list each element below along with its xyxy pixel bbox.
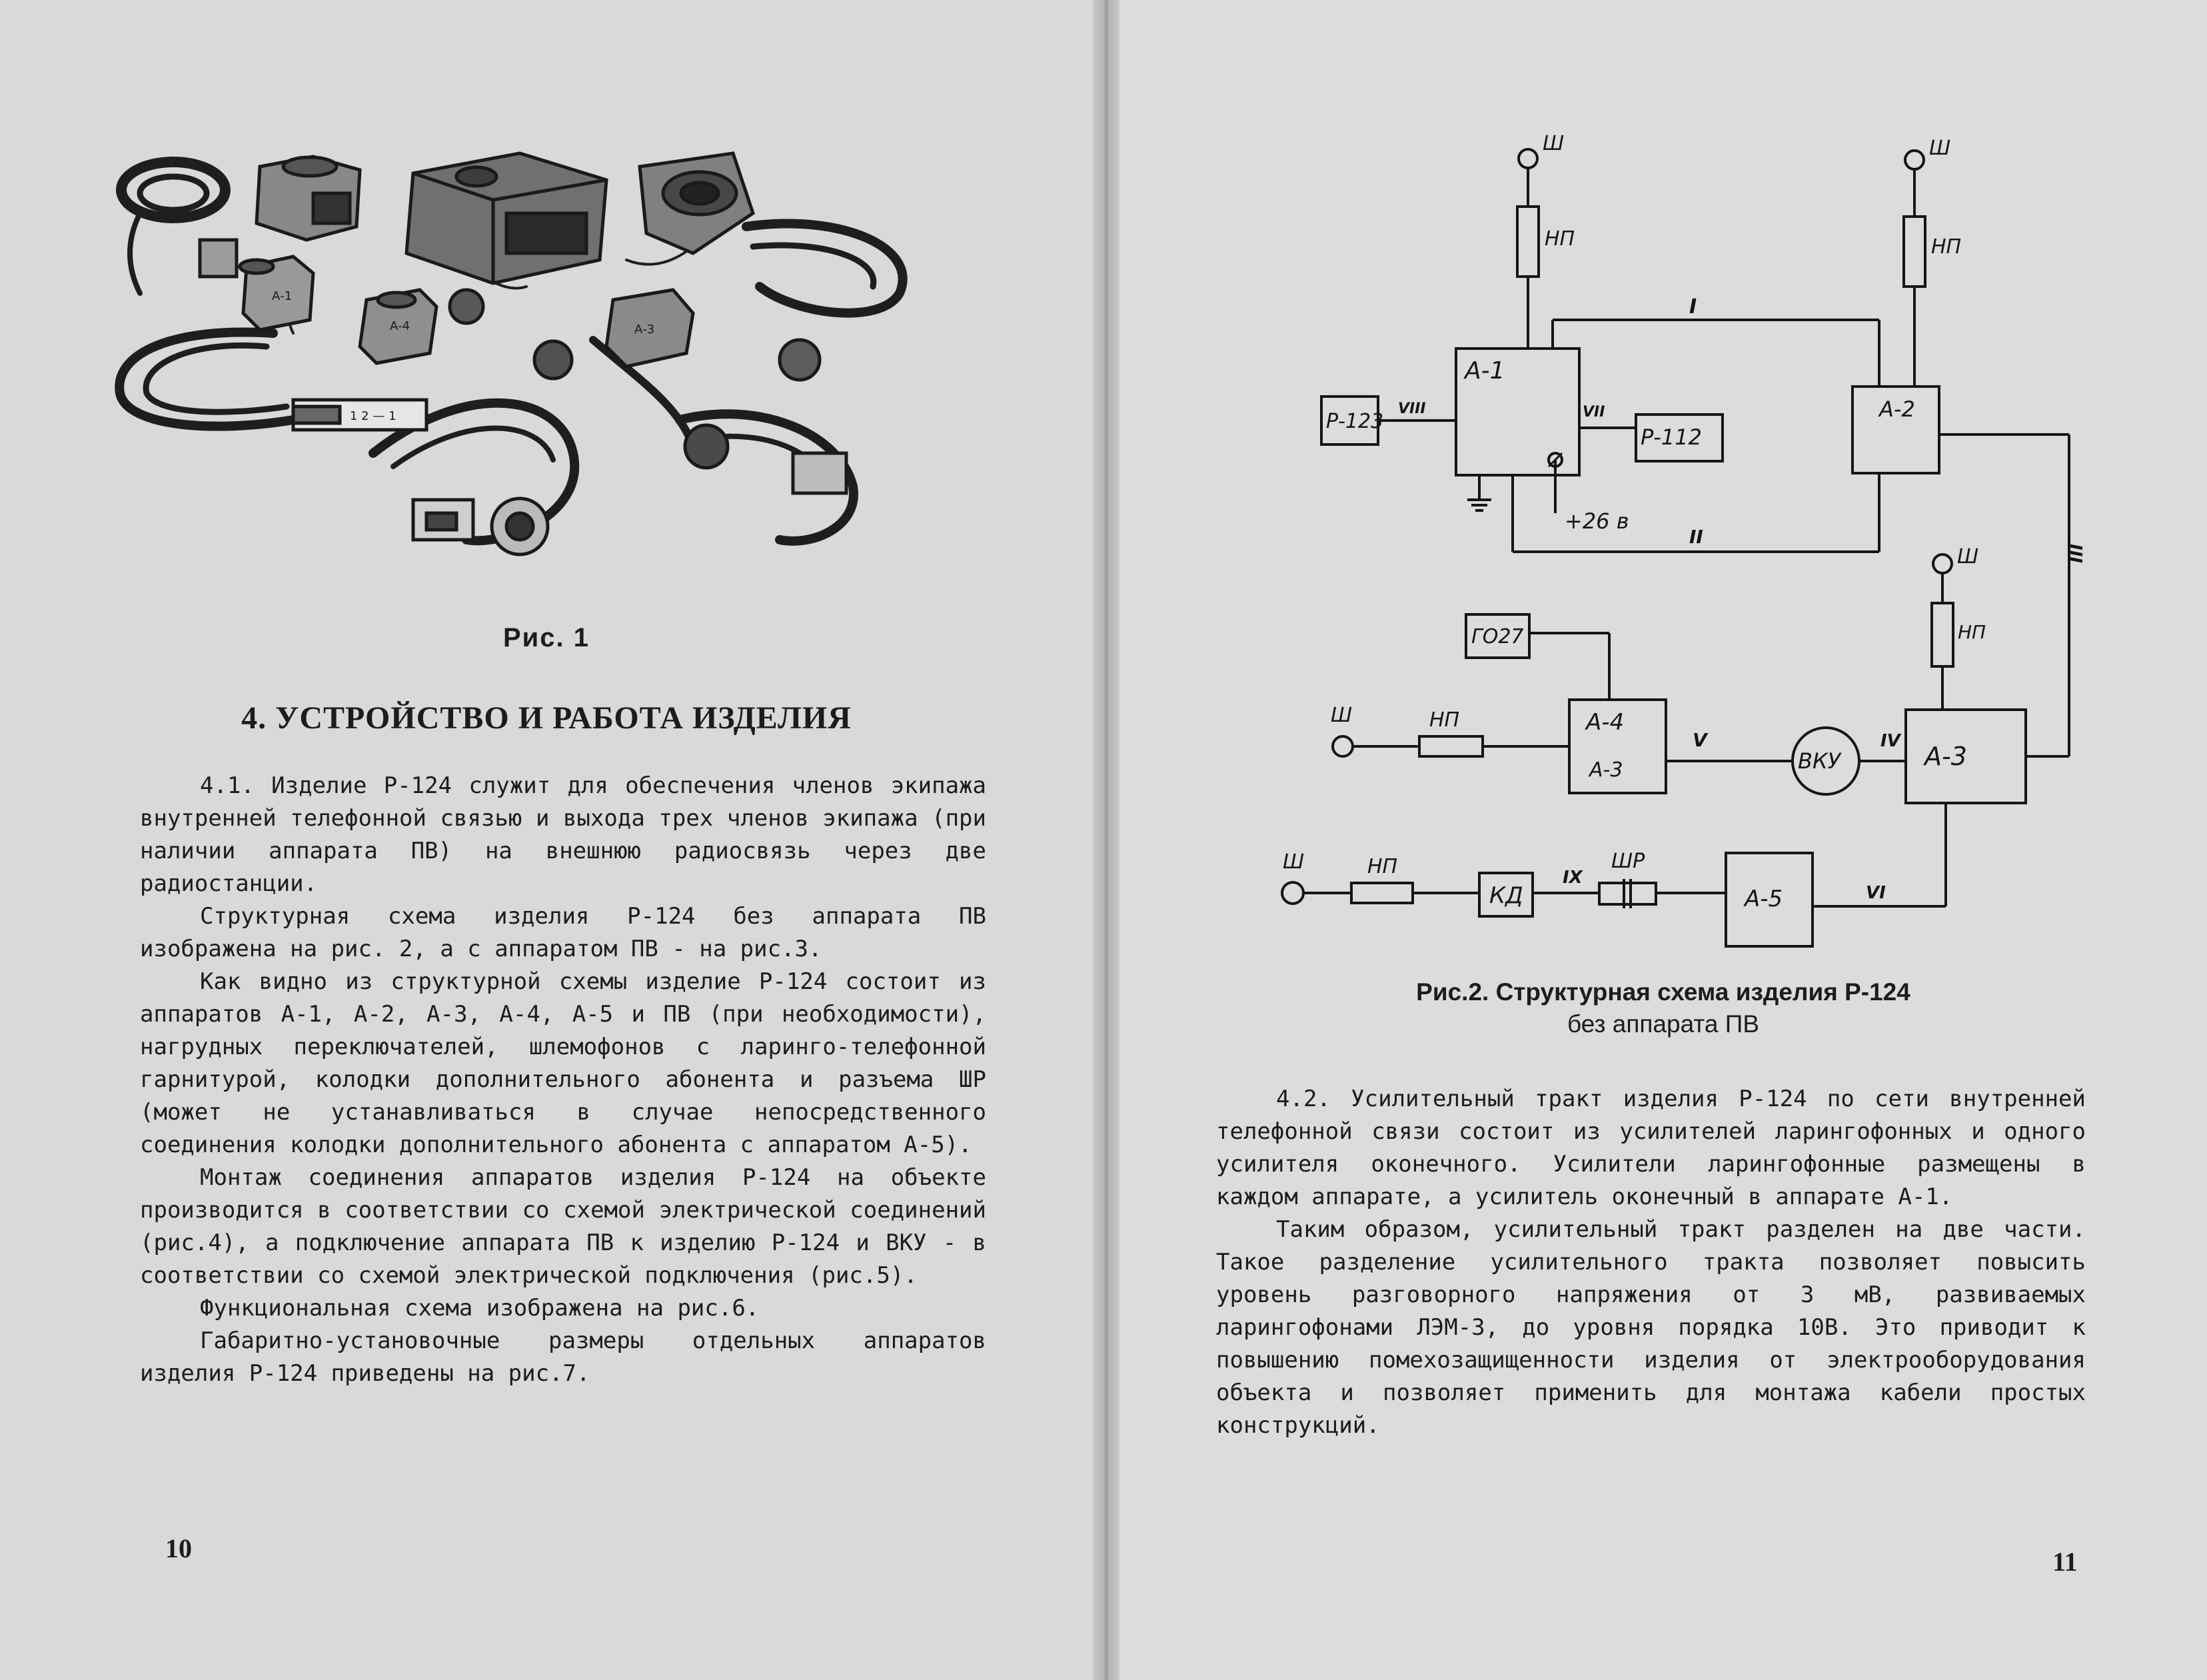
power-label: +26 в	[1565, 508, 1629, 534]
connector-label: Ш	[1957, 545, 1979, 568]
page-number-right: 11	[2052, 1547, 2078, 1577]
paragraph: Функциональная схема изображена на рис.6.	[200, 1295, 760, 1321]
line-label-vi: VI	[1866, 883, 1886, 903]
line-label-ii: II	[1689, 526, 1703, 548]
resistor-label: НП	[1958, 621, 1986, 643]
block-a4-sub: А-3	[1589, 758, 1623, 782]
block-go27: ГО27	[1471, 625, 1524, 648]
paragraph: Таким образом, усилительный тракт разделен на две части. Такое разделение усилительного тракта позволяет повысить уровень разговорного напряжения от 3 мВ, развиваемых ларингофонами ЛЭМ-3, до уровня порядка 10В. Это приводит к повышению помехозащищенности изделия от электрооборудования объекта и позволяет применить для монтажа кабели простых конструкций.	[1216, 1216, 2086, 1439]
connector-label: Ш	[1331, 704, 1353, 727]
line-label-i: I	[1689, 295, 1697, 319]
structural-diagram	[1119, 0, 2207, 966]
right-page	[1119, 0, 2207, 1680]
resistor-label: НП	[1931, 235, 1962, 259]
photo-label-a1: А-1	[272, 289, 293, 303]
photo-label-switch: 1 2 — 1	[350, 409, 396, 423]
figure-1-caption: Рис. 1	[503, 623, 590, 652]
line-label-v: V	[1693, 729, 1707, 751]
paragraph: Монтаж соединения аппаратов изделия Р-124 на объекте производится в соответствии со схемой электрической соединений (рис.4), а подключение аппарата ПВ к изделию Р-124 и ВКУ - в соответствии со схемой электрической подключения (рис.5).	[140, 1164, 986, 1289]
paragraph: 4.2. Усилительный тракт изделия Р-124 по сети внутренней телефонной связи состоит из усилителей ларингофонных и одного усилителя оконечного. Усилители ларингофонные размещены в каждом аппарате, а усилитель оконечный в аппарате А-1.	[1216, 1086, 2086, 1210]
block-p123: Р-123	[1326, 410, 1384, 433]
line-label-iii: III	[2067, 543, 2087, 563]
paragraph: 4.1. Изделие Р-124 служит для обеспечения членов экипажа внутренней телефонной связью и выхода трех членов экипажа (при наличии аппарата ПВ) на внешнюю радиосвязь через две радиостанции.	[140, 772, 986, 897]
photo-label-a4: А-4	[390, 319, 410, 333]
right-body-text	[1216, 1083, 2086, 1442]
paragraph: Габаритно-установочные размеры отдельных аппаратов изделия Р-124 приведены на рис.7.	[140, 1327, 986, 1387]
section-title: 4. УСТРОЙСТВО И РАБОТА ИЗДЕЛИЯ	[241, 700, 852, 736]
block-vku: ВКУ	[1798, 748, 1841, 774]
resistor-label: НП	[1429, 708, 1460, 732]
line-label-vii: VII	[1583, 404, 1605, 420]
block-a1: А-1	[1465, 357, 1505, 385]
connector-label: Ш	[1283, 850, 1305, 874]
line-label-ix: IX	[1563, 868, 1583, 888]
block-a2: А-2	[1879, 397, 1915, 422]
resistor-label: НП	[1545, 227, 1575, 251]
block-p112: Р-112	[1641, 424, 1702, 450]
photo-label-a3: А-3	[634, 323, 655, 337]
block-a5: А-5	[1745, 886, 1783, 912]
plug-label: ШР	[1611, 850, 1645, 873]
left-page	[0, 0, 1093, 1680]
paragraph: Структурная схема изделия Р-124 без аппарата ПВ изображена на рис. 2, а с аппаратом ПВ - на рис.3.	[140, 903, 986, 962]
equipment-photo	[93, 140, 986, 606]
figure-2-caption	[1119, 976, 2207, 1040]
figure-2-caption-line: без аппарата ПВ	[1567, 1010, 1759, 1038]
block-a4: А-4	[1586, 709, 1625, 736]
book-gutter	[1093, 0, 1119, 1680]
block-a3: А-3	[1924, 742, 1967, 771]
figure-2-caption-line: Рис.2. Структурная схема изделия Р-124	[1416, 978, 1910, 1006]
resistor-label: НП	[1367, 855, 1398, 878]
connector-label: Ш	[1543, 132, 1565, 155]
line-label-iv: IV	[1880, 731, 1900, 751]
connector-label: Ш	[1929, 137, 1951, 160]
paragraph: Как видно из структурной схемы изделие Р-124 состоит из аппаратов А-1, А-2, А-3, А-4, А-5 и ПВ (при необходимости), нагрудных переключателей, шлемофонов с ларинго-телефонной гарнитурой, колодки дополнительного абонента и разъема ШР (может не устанавливаться в случае непосредственного соединения колодки дополнительного абонента с аппаратом А-5).	[140, 968, 986, 1158]
line-label-viii: VIII	[1398, 401, 1426, 417]
block-kd: КД	[1489, 882, 1523, 909]
left-body-text	[140, 770, 986, 1390]
page-number-left: 10	[165, 1533, 192, 1563]
